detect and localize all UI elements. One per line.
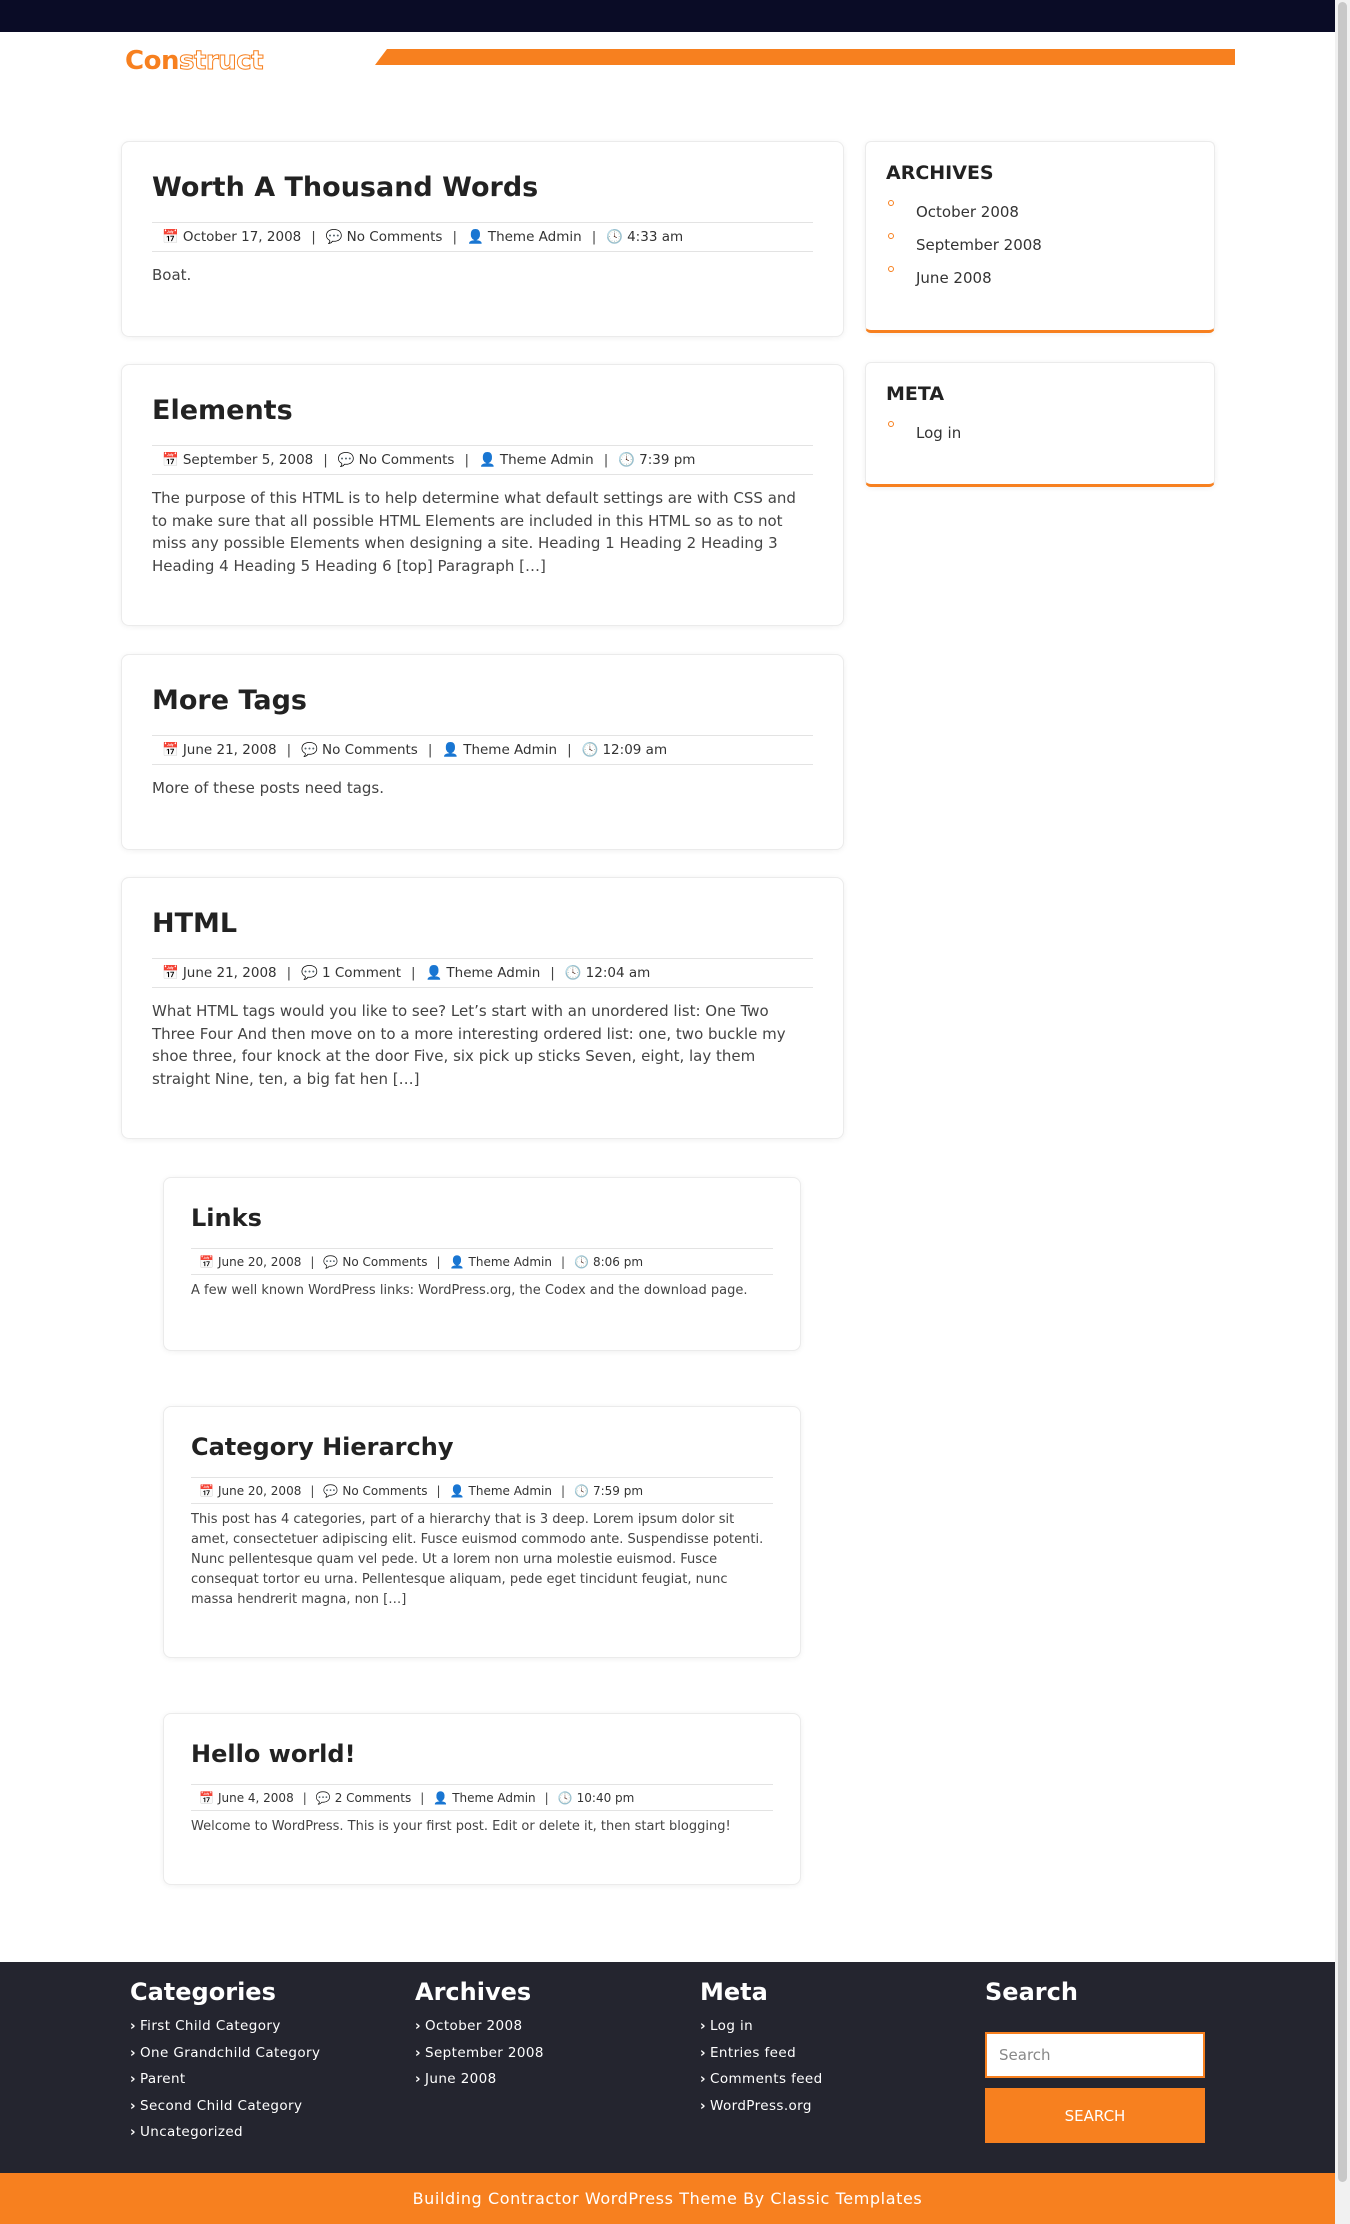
post-comments[interactable]: 1 Comment — [322, 965, 402, 981]
post-meta — [152, 222, 813, 252]
login-link[interactable]: Log in — [886, 423, 1194, 456]
post-meta — [191, 1248, 773, 1275]
archive-link[interactable]: September 2008 — [886, 235, 1194, 268]
meta-separator: | — [286, 965, 292, 981]
user-icon: 👤 — [425, 965, 443, 981]
chevron-right-icon: › — [130, 2097, 136, 2114]
chevron-right-icon: › — [130, 2124, 136, 2140]
footer-heading: Search — [985, 1978, 1078, 2006]
meta-separator: | — [286, 742, 292, 758]
clock-icon: 🕓 — [557, 1790, 573, 1805]
calendar-icon: 📅 — [199, 1790, 214, 1805]
calendar-icon: 📅 — [162, 229, 179, 245]
circle-bullet-icon — [888, 200, 894, 206]
meta-separator: | — [310, 1483, 315, 1498]
chevron-right-icon: › — [130, 2018, 136, 2034]
post-title[interactable]: HTML — [152, 908, 238, 939]
archive-link[interactable]: October 2008 — [886, 202, 1194, 235]
circle-bullet-icon — [888, 421, 894, 427]
meta-separator: | — [560, 1483, 566, 1498]
post-author[interactable]: Theme Admin — [487, 229, 582, 245]
post-author[interactable]: Theme Admin — [446, 965, 541, 981]
meta-separator: | — [427, 742, 433, 758]
chevron-right-icon: › — [700, 2044, 706, 2061]
meta-widget — [865, 362, 1215, 487]
meta-separator: | — [302, 1790, 307, 1805]
chevron-right-icon: › — [415, 2018, 421, 2034]
post-card — [163, 1177, 801, 1351]
comment-icon: 💬 — [337, 452, 355, 468]
site-footer — [0, 1962, 1335, 2173]
top-bar — [0, 0, 1335, 32]
chevron-right-icon: › — [700, 2097, 706, 2114]
footer-archives — [415, 1978, 544, 2096]
post-date[interactable]: June 21, 2008 — [182, 742, 277, 758]
footer-heading: Categories — [130, 1978, 276, 2006]
post-meta — [191, 1784, 773, 1811]
post-author[interactable]: Theme Admin — [468, 1483, 552, 1498]
chevron-right-icon: › — [415, 2044, 421, 2061]
post-comments[interactable]: No Comments — [358, 452, 455, 468]
footer-archive-link[interactable]: › June 2008 — [415, 2071, 497, 2087]
comment-icon: 💬 — [315, 1790, 331, 1805]
footer-category-link[interactable]: › Second Child Category — [130, 2097, 303, 2114]
user-icon: 👤 — [467, 229, 484, 245]
calendar-icon: 📅 — [199, 1254, 214, 1269]
footer-meta-link[interactable]: › Log in — [700, 2018, 754, 2034]
clock-icon: 🕓 — [606, 229, 624, 245]
calendar-icon: 📅 — [162, 965, 179, 981]
footer-meta — [700, 1978, 823, 2122]
post-author[interactable]: Theme Admin — [468, 1254, 552, 1269]
site-header — [0, 32, 1335, 102]
post-comments[interactable]: No Comments — [342, 1254, 428, 1269]
comment-icon: 💬 — [301, 742, 318, 758]
post-title[interactable]: Category Hierarchy — [191, 1433, 454, 1461]
post-time: 8:06 pm — [592, 1254, 644, 1269]
post-card — [121, 141, 844, 337]
footer-category-link[interactable]: › Uncategorized — [130, 2124, 244, 2140]
post-title[interactable]: Worth A Thousand Words — [152, 172, 539, 203]
chevron-right-icon: › — [130, 2044, 136, 2061]
post-meta — [191, 1477, 773, 1504]
post-time: 12:04 am — [585, 965, 651, 981]
scrollbar-thumb[interactable] — [1338, 2, 1347, 2182]
meta-separator: | — [567, 742, 572, 758]
meta-separator: | — [591, 229, 597, 245]
archives-widget — [865, 141, 1215, 333]
post-excerpt: What HTML tags would you like to see? Let’s start with an unordered list: One Two Three Four And then move on to a more interesting ordered list: one, two buckle my shoe three, four knock at the door Five, six pick up sticks Seven, eight, lay them straight Nine, ten, a big fat hen […] — [152, 1002, 786, 1088]
post-author[interactable]: Theme Admin — [499, 452, 594, 468]
post-time: 10:40 pm — [576, 1790, 635, 1805]
meta-separator: | — [323, 452, 328, 468]
comment-icon: 💬 — [325, 229, 343, 245]
post-meta — [152, 445, 813, 475]
post-comments[interactable]: No Comments — [342, 1483, 428, 1498]
circle-bullet-icon — [888, 266, 894, 272]
meta-separator: | — [603, 452, 609, 468]
meta-separator: | — [464, 452, 470, 468]
post-date[interactable]: June 20, 2008 — [217, 1483, 302, 1498]
post-comments[interactable]: 2 Comments — [334, 1790, 412, 1805]
post-author[interactable]: Theme Admin — [463, 742, 558, 758]
meta-separator: | — [420, 1790, 425, 1805]
meta-separator: | — [544, 1790, 549, 1805]
post-card — [121, 364, 844, 626]
chevron-right-icon: › — [415, 2071, 421, 2087]
post-date[interactable]: June 20, 2008 — [217, 1254, 302, 1269]
user-icon: 👤 — [479, 452, 496, 468]
widget-title: ARCHIVES — [886, 162, 994, 184]
post-date[interactable]: June 4, 2008 — [217, 1790, 294, 1805]
footer-search — [985, 1978, 1205, 2125]
footer-meta-link[interactable]: › WordPress.org — [700, 2097, 812, 2114]
post-card — [163, 1713, 801, 1885]
footer-credit[interactable]: Building Contractor WordPress Theme By Classic Templates — [0, 2173, 1335, 2224]
clock-icon: 🕓 — [574, 1254, 589, 1269]
post-time: 7:39 pm — [639, 452, 696, 468]
post-excerpt: More of these posts need tags. — [152, 779, 385, 797]
calendar-icon: 📅 — [162, 742, 179, 758]
post-date[interactable]: September 5, 2008 — [182, 452, 314, 468]
footer-category-link[interactable]: › Parent — [130, 2071, 186, 2087]
calendar-icon: 📅 — [199, 1483, 214, 1498]
clock-icon: 🕓 — [618, 452, 636, 468]
post-time: 12:09 am — [602, 742, 668, 758]
circle-bullet-icon — [888, 233, 894, 239]
chevron-right-icon: › — [700, 2018, 706, 2034]
post-card — [121, 877, 844, 1139]
post-meta — [152, 735, 813, 765]
post-comments[interactable]: No Comments — [346, 229, 443, 245]
meta-separator: | — [452, 229, 458, 245]
meta-separator: | — [310, 1254, 315, 1269]
comment-icon: 💬 — [301, 965, 318, 981]
post-card — [163, 1406, 801, 1658]
clock-icon: 🕓 — [574, 1483, 589, 1498]
user-icon: 👤 — [442, 742, 460, 758]
meta-separator: | — [411, 965, 416, 981]
post-date[interactable]: October 17, 2008 — [182, 229, 302, 245]
clock-icon: 🕓 — [581, 742, 599, 758]
post-comments[interactable]: No Comments — [322, 742, 418, 758]
comment-icon: 💬 — [323, 1483, 339, 1498]
meta-separator: | — [550, 965, 555, 981]
page-scrollbar[interactable] — [1335, 0, 1350, 2224]
post-title[interactable]: Elements — [152, 395, 293, 426]
post-title[interactable]: Hello world! — [191, 1740, 356, 1768]
meta-list — [886, 423, 1194, 456]
post-excerpt: A few well known WordPress links: WordPress.org, the Codex and the download page. — [191, 1283, 748, 1298]
user-icon: 👤 — [449, 1254, 465, 1269]
post-excerpt: Welcome to WordPress. This is your first post. Edit or delete it, then start blogging! — [191, 1819, 731, 1834]
footer-categories — [130, 1978, 320, 2149]
footer-meta-link[interactable]: › Entries feed — [700, 2044, 797, 2061]
site-logo[interactable]: Construct — [125, 46, 264, 76]
archive-link[interactable]: June 2008 — [886, 268, 1194, 301]
post-excerpt: The purpose of this HTML is to help determine what default settings are with CSS and to make sure that all possible HTML Elements are included in this HTML so as to not miss any possible Elements when designing a site. Heading 1 Heading 2 Heading 3 Heading 4 Heading 5 Heading 6 [top] Paragraph […] — [152, 489, 796, 575]
post-title[interactable]: Links — [191, 1204, 262, 1232]
post-author[interactable]: Theme Admin — [452, 1790, 536, 1805]
widget-title: META — [886, 383, 945, 405]
post-time: 7:59 pm — [592, 1483, 644, 1498]
post-date[interactable]: June 21, 2008 — [182, 965, 277, 981]
search-button[interactable]: SEARCH — [985, 2088, 1205, 2143]
footer-heading: Meta — [700, 1978, 768, 2006]
search-input[interactable] — [985, 2032, 1205, 2078]
meta-separator: | — [436, 1483, 441, 1498]
post-title[interactable]: More Tags — [152, 685, 307, 716]
header-accent-bar — [375, 49, 1235, 65]
footer-category-link[interactable]: › First Child Category — [130, 2018, 281, 2034]
meta-separator: | — [560, 1254, 566, 1269]
meta-separator: | — [436, 1254, 441, 1269]
footer-archive-link[interactable]: › September 2008 — [415, 2044, 544, 2061]
clock-icon: 🕓 — [564, 965, 582, 981]
chevron-right-icon: › — [700, 2071, 706, 2087]
meta-separator: | — [311, 229, 316, 245]
comment-icon: 💬 — [323, 1254, 339, 1269]
user-icon: 👤 — [449, 1483, 465, 1498]
calendar-icon: 📅 — [162, 452, 179, 468]
footer-heading: Archives — [415, 1978, 532, 2006]
footer-category-link[interactable]: › One Grandchild Category — [130, 2044, 321, 2061]
footer-meta-link[interactable]: › Comments feed — [700, 2071, 823, 2087]
archives-list — [886, 202, 1194, 301]
post-meta — [152, 958, 813, 988]
post-card — [121, 654, 844, 850]
footer-archive-link[interactable]: › October 2008 — [415, 2018, 523, 2034]
post-time: 4:33 am — [627, 229, 684, 245]
chevron-right-icon: › — [130, 2071, 136, 2087]
post-excerpt: Boat. — [152, 266, 192, 284]
post-excerpt: This post has 4 categories, part of a hierarchy that is 3 deep. Lorem ipsum dolor sit amet, consectetuer adipiscing elit. Fusce euismod commodo ante. Suspendisse potenti. Nunc pellentesque quam vel pede. Ut a lorem non urna molestie euismod. Fusce consequat tortor eu urna. Pellentesque aliquam, pede eget tincidunt feugiat, nunc massa hendrerit magna, non […] — [191, 1512, 764, 1607]
user-icon: 👤 — [433, 1790, 449, 1805]
